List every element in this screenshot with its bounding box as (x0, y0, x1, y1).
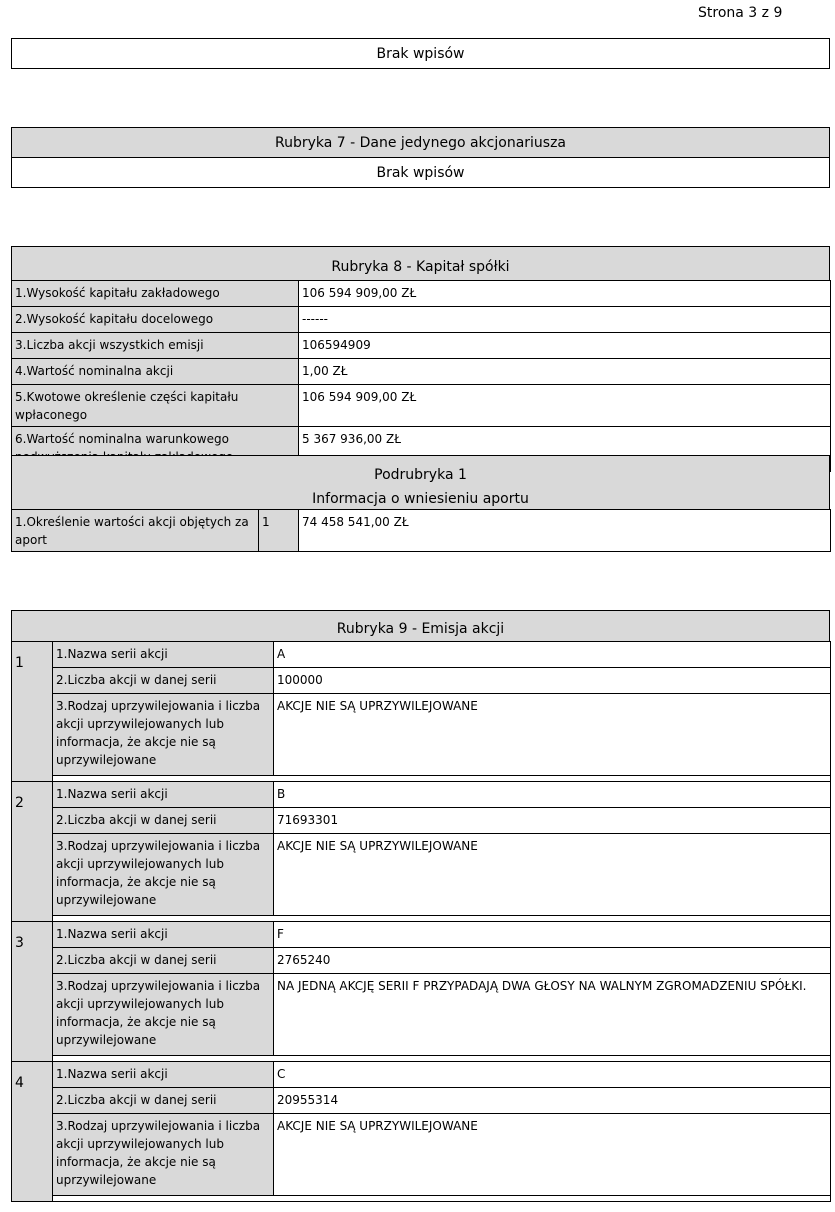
series-value: 20955314 (274, 1088, 831, 1114)
capital-label: 3.Liczba akcji wszystkich emisji (12, 333, 299, 359)
subsection-subtitle: Informacja o wniesieniu aportu (312, 491, 529, 507)
series-value: 2765240 (274, 948, 831, 974)
capital-value: 106 594 909,00 ZŁ (299, 281, 831, 307)
section-7-body (11, 157, 830, 188)
capital-label: 1.Wysokość kapitału zakładowego (12, 281, 299, 307)
contribution-label: 1.Określenie wartości akcji objętych za aport (12, 510, 259, 552)
series-label: 2.Liczba akcji w danej serii (53, 1088, 274, 1114)
series-label: 3.Rodzaj uprzywilejowania i liczba akcji uprzywilejowanych lub informacja, że akcje nie są uprzywilejowane (53, 974, 274, 1056)
empty-entries-box (11, 38, 830, 69)
series-separator (12, 1196, 831, 1202)
series-row (12, 1062, 831, 1088)
series-value: A (274, 642, 831, 668)
series-label: 1.Nazwa serii akcji (53, 1062, 274, 1088)
capital-value: 1,00 ZŁ (299, 359, 831, 385)
series-row (12, 668, 831, 694)
section-7-header (11, 127, 830, 158)
series-value: B (274, 782, 831, 808)
section-8-title: Rubryka 8 - Kapitał spółki (331, 258, 510, 275)
section-9-header (11, 610, 830, 642)
subsection-title: Podrubryka 1 (374, 467, 467, 483)
series-row (12, 1088, 831, 1114)
series-label: 2.Liczba akcji w danej serii (53, 948, 274, 974)
section-8-header (11, 246, 830, 281)
series-label: 1.Nazwa serii akcji (53, 782, 274, 808)
capital-value: 5 367 936,00 ZŁ (299, 427, 831, 472)
series-value: 71693301 (274, 808, 831, 834)
series-row (12, 922, 831, 948)
capital-row (12, 333, 831, 359)
series-number: 3 (12, 922, 53, 1062)
subsection-header (11, 455, 830, 510)
series-value: NA JEDNĄ AKCJĘ SERII F PRZYPADAJĄ DWA GŁOSY NA WALNYM ZGROMADZENIU SPÓŁKI. (274, 974, 831, 1056)
capital-label: 5.Kwotowe określenie części kapitału wpłaconego (12, 385, 299, 427)
series-value: 100000 (274, 668, 831, 694)
section-7-title: Rubryka 7 - Dane jedynego akcjonariusza (274, 134, 567, 151)
capital-label: 4.Wartość nominalna akcji (12, 359, 299, 385)
capital-row (12, 307, 831, 333)
page-number: Strona 3 z 9 (698, 5, 783, 21)
contribution-index: 1 (259, 510, 299, 552)
capital-value: 106594909 (299, 333, 831, 359)
capital-label: 2.Wysokość kapitału docelowego (12, 307, 299, 333)
series-row (12, 808, 831, 834)
series-value: AKCJE NIE SĄ UPRZYWILEJOWANE (274, 694, 831, 776)
capital-label: 6.Wartość nominalna warunkowego (12, 427, 299, 472)
series-label: 3.Rodzaj uprzywilejowania i liczba akcji uprzywilejowanych lub informacja, że akcje nie są uprzywilejowane (53, 694, 274, 776)
series-number: 4 (12, 1062, 53, 1202)
series-value: C (274, 1062, 831, 1088)
capital-value: 106 594 909,00 ZŁ (299, 385, 831, 427)
series-row (12, 974, 831, 1056)
series-row (12, 642, 831, 668)
section-9-title: Rubryka 9 - Emisja akcji (336, 621, 505, 637)
series-label: 1.Nazwa serii akcji (53, 922, 274, 948)
capital-row (12, 385, 831, 427)
series-value: AKCJE NIE SĄ UPRZYWILEJOWANE (274, 1114, 831, 1196)
series-number: 2 (12, 782, 53, 922)
series-label: 2.Liczba akcji w danej serii (53, 668, 274, 694)
contribution-table (11, 509, 831, 552)
contribution-row (12, 510, 831, 552)
series-row (12, 948, 831, 974)
section-7-empty-text: Brak wpisów (376, 164, 465, 181)
capital-row (12, 281, 831, 307)
share-series-table (11, 641, 831, 1202)
series-label: 3.Rodzaj uprzywilejowania i liczba akcji uprzywilejowanych lub informacja, że akcje nie są uprzywilejowane (53, 834, 274, 916)
capital-row (12, 359, 831, 385)
separator-cell (53, 1196, 831, 1202)
series-row (12, 834, 831, 916)
series-number: 1 (12, 642, 53, 782)
series-row (12, 782, 831, 808)
series-value: F (274, 922, 831, 948)
empty-entries-text: Brak wpisów (376, 45, 465, 62)
capital-value: ------ (299, 307, 831, 333)
capital-table (11, 280, 831, 472)
series-value: AKCJE NIE SĄ UPRZYWILEJOWANE (274, 834, 831, 916)
series-row (12, 1114, 831, 1196)
contribution-value: 74 458 541,00 ZŁ (299, 510, 831, 552)
series-label: 1.Nazwa serii akcji (53, 642, 274, 668)
series-label: 3.Rodzaj uprzywilejowania i liczba akcji uprzywilejowanych lub informacja, że akcje nie są uprzywilejowane (53, 1114, 274, 1196)
series-row (12, 694, 831, 776)
series-label: 2.Liczba akcji w danej serii (53, 808, 274, 834)
